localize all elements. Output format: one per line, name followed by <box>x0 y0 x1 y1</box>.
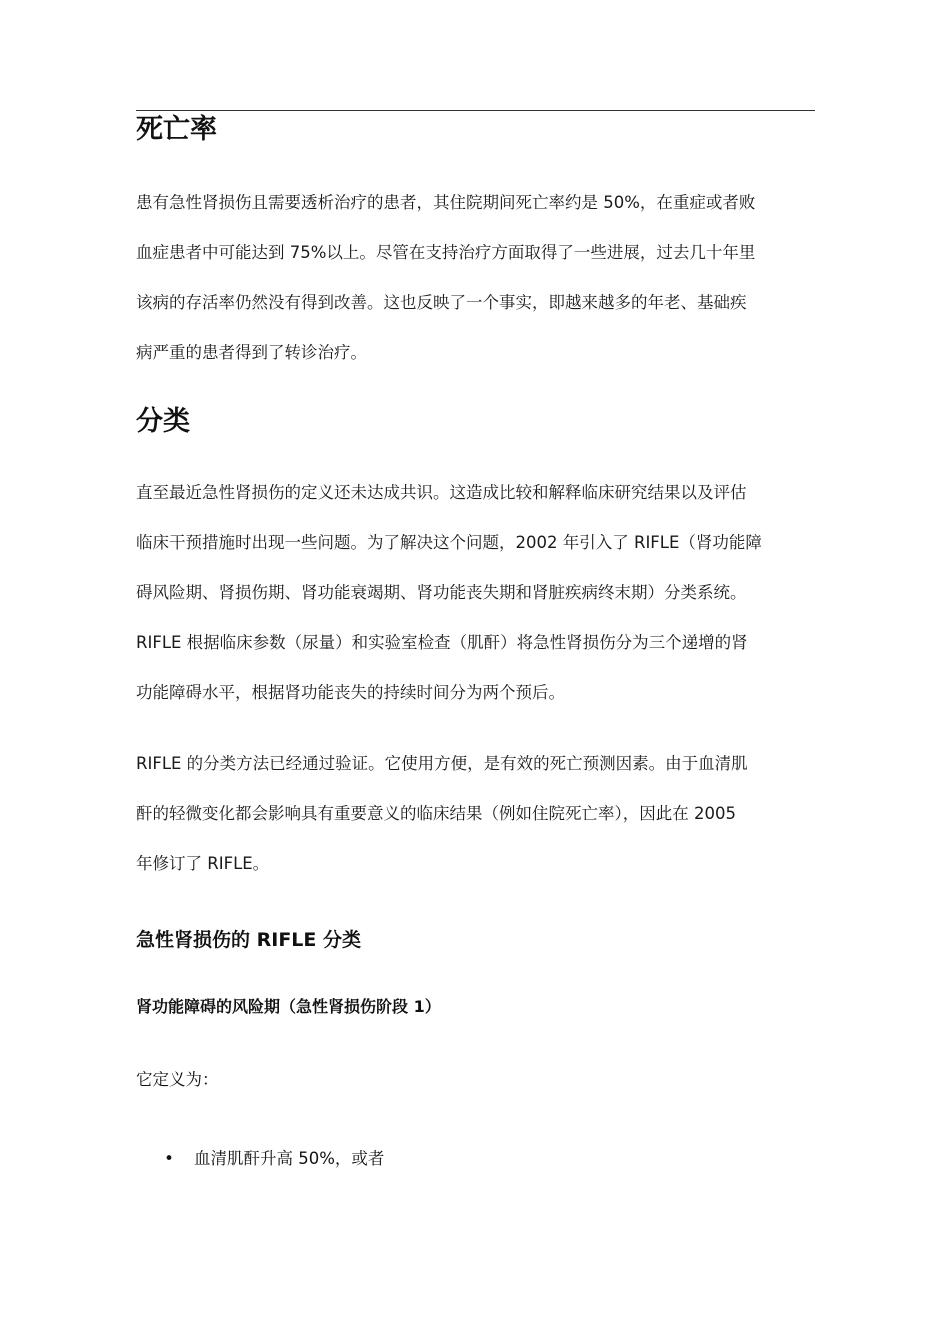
subheading-risk-stage: 肾功能障碍的风险期（急性肾损伤阶段 1） <box>136 997 441 1016</box>
text-line: 该病的存活率仍然没有得到改善。这也反映了一个事实，即越来越多的年老、基础疾 <box>136 293 747 312</box>
heading-rifle-classification: 急性肾损伤的 RIFLE 分类 <box>136 929 361 951</box>
text-line: RIFLE 的分类方法已经通过验证。它使用方便，是有效的死亡预测因素。由于血清肌 <box>136 754 748 773</box>
text-line: RIFLE 根据临床参数（尿量）和实验室检查（肌酐）将急性肾损伤分为三个递增的肾 <box>136 633 748 652</box>
text-line: 血症患者中可能达到 75%以上。尽管在支持治疗方面取得了一些进展，过去几十年里 <box>136 243 756 262</box>
text-line: 病严重的患者得到了转诊治疗。 <box>136 343 367 362</box>
text-line: 年修订了 RIFLE。 <box>136 854 270 873</box>
classification-paragraph-2 <box>136 739 748 889</box>
top-divider <box>136 110 815 111</box>
definition-intro: 它定义为： <box>136 1070 219 1089</box>
text-line: 碍风险期、肾损伤期、肾功能衰竭期、肾功能丧失期和肾脏疾病终末期）分类系统。 <box>136 583 747 602</box>
text-line: 直至最近急性肾损伤的定义还未达成共识。这造成比较和解释临床研究结果以及评估 <box>136 483 747 502</box>
text-line: 功能障碍水平，根据肾功能丧失的持续时间分为两个预后。 <box>136 683 565 702</box>
heading-mortality: 死亡率 <box>136 114 217 145</box>
text-line: 临床干预措施时出现一些问题。为了解决这个问题，2002 年引入了 RIFLE（肾功能障 <box>136 533 762 552</box>
heading-classification: 分类 <box>136 406 190 437</box>
bullet-icon: • <box>164 1149 174 1168</box>
mortality-paragraph <box>136 178 755 378</box>
text-line: 患有急性肾损伤且需要透析治疗的患者，其住院期间死亡率约是 50%，在重症或者败 <box>136 193 756 212</box>
classification-paragraph-1 <box>136 468 762 718</box>
text-line: 酐的轻微变化都会影响具有重要意义的临床结果（例如住院死亡率），因此在 2005 <box>136 804 736 823</box>
list-item-text: 血清肌酐升高 50%，或者 <box>194 1149 385 1168</box>
